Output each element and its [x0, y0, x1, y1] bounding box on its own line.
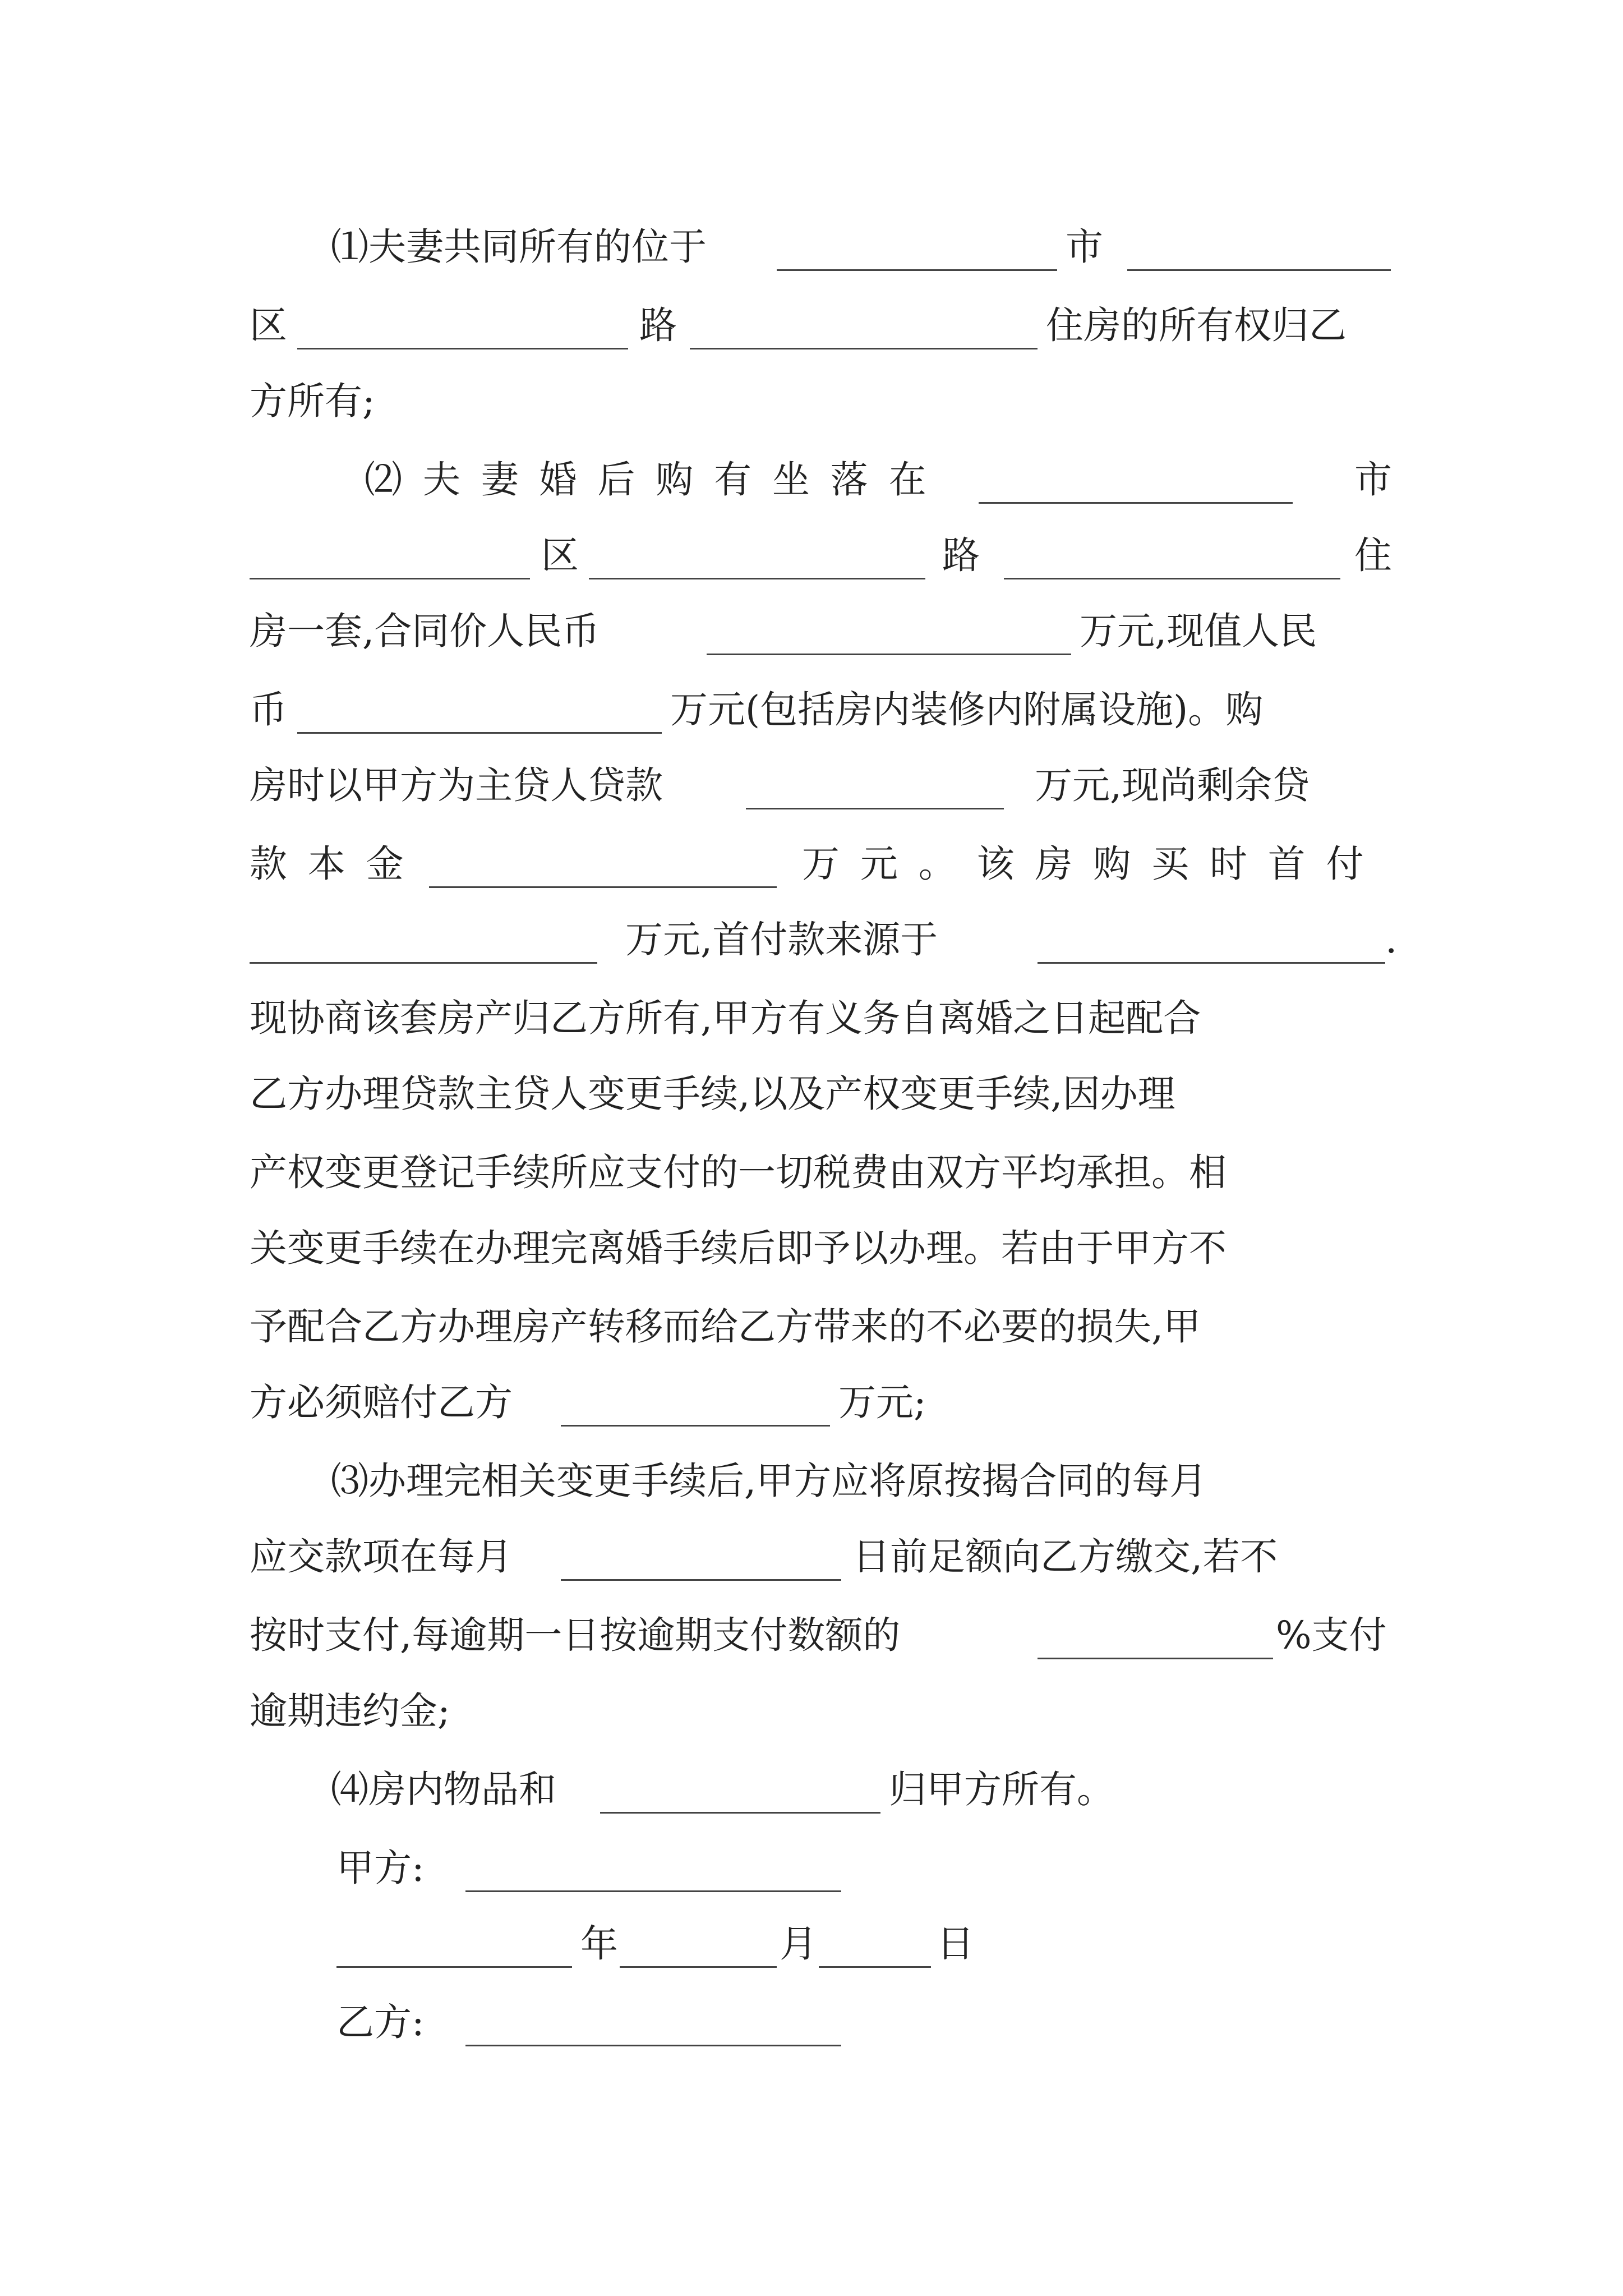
clause2-body-line2: [0, 1055, 1623, 1133]
clause2-line7: [0, 900, 1623, 979]
clause2-compensation-unit: 万元;: [838, 1381, 926, 1424]
clause2-city: 市: [1354, 458, 1392, 501]
clause3-line4: [0, 1672, 1623, 1750]
clause1-line2: [0, 286, 1623, 365]
clause2-compensation-blank: [561, 1425, 830, 1427]
clause2-principal-blank: [429, 886, 777, 888]
clause2-city-blank: [250, 578, 530, 579]
clause2-down-payment-blank: [250, 962, 597, 964]
clause1-label: ⑴夫妻共同所有的位于: [331, 225, 707, 269]
clause2-currency: 币: [250, 688, 287, 731]
party-b-signature-blank: [465, 2045, 841, 2046]
clause2-district: 区: [541, 533, 579, 577]
clause2-road-blank: [1004, 578, 1340, 579]
clause2-down-payment: 万元,首付款来源于: [625, 918, 938, 961]
clause2-body-line1: [0, 979, 1623, 1057]
clause3-line3: [0, 1596, 1623, 1674]
clause2-residence-char: 住: [1354, 533, 1392, 577]
month-label: 月: [780, 1922, 817, 1966]
clause2-road: 路: [942, 533, 980, 577]
clause2-body-text: 关变更手续在办理完离婚手续后即予以办理。若由于甲方不: [250, 1226, 1227, 1270]
clause1-district: 区: [250, 303, 287, 347]
clause2-label: ⑵夫妻婚后购有坐落在: [365, 458, 947, 501]
clause2-loan-intro: 房时以甲方为主贷人贷款: [250, 763, 663, 807]
clause2-loan-blank: [746, 808, 1004, 809]
clause4-line: [0, 1750, 1623, 1829]
clause2-body-text: 予配合乙方办理房产转移而给乙方带来的不必要的损失,甲: [250, 1305, 1201, 1349]
clause2-house-contract: 房一套,合同价人民币: [250, 609, 600, 653]
clause2-compensation-line: [0, 1363, 1623, 1442]
day-label: 日: [937, 1922, 974, 1966]
clause1-ownership-tail: 住房的所有权归乙: [1046, 303, 1347, 347]
party-a-label: 甲方:: [336, 1846, 425, 1890]
date-line: [0, 1904, 1623, 1983]
clause2-source-blank: [1038, 962, 1385, 964]
clause3-day-blank: [561, 1579, 841, 1581]
clause3-line2-tail: 日前足额向乙方缴交,若不: [852, 1535, 1278, 1579]
clause2-line3: [0, 592, 1623, 670]
clause3-line4-text: 逾期违约金;: [250, 1689, 450, 1733]
clause2-principal-tail: 万元。该房购买时首付: [802, 842, 1385, 886]
clause3-line3-tail: %支付: [1276, 1613, 1387, 1657]
clause1-ownership-end: 方所有;: [250, 379, 375, 423]
clause1-city-blank: [1127, 269, 1391, 271]
clause2-line2: [0, 516, 1623, 595]
clause2-principal-label: 款本金: [250, 842, 425, 886]
clause4-tail: 归甲方所有。: [889, 1768, 1114, 1811]
clause2-body-text: 乙方办理贷款主贷人变更手续,以及产权变更手续,因办理: [250, 1072, 1175, 1116]
clause2-line5: [0, 746, 1623, 825]
clause2-body-text: 产权变更登记手续所应支付的一切税费由双方平均承担。相: [250, 1151, 1227, 1194]
party-b-label: 乙方:: [336, 2000, 425, 2044]
clause2-compensation: 方必须赔付乙方: [250, 1381, 513, 1424]
clause2-current-value: 万元,现值人民: [1080, 609, 1317, 653]
year-blank: [336, 1966, 572, 1968]
clause2-body-line5: [0, 1287, 1623, 1366]
clause2-body-text: 现协商该套房产归乙方所有,甲方有义务自离婚之日起配合: [250, 996, 1201, 1040]
clause4-head: ⑷房内物品和: [331, 1768, 556, 1811]
clause2-district-blank: [589, 578, 925, 579]
clause3-line1: [0, 1442, 1623, 1520]
clause4-items-blank: [600, 1812, 880, 1814]
clause1-line3: [0, 362, 1623, 440]
clause2-current-value-blank: [297, 732, 662, 734]
clause2-line4: [0, 670, 1623, 749]
party-a-signature-blank: [465, 1890, 841, 1892]
party-a-line: [0, 1829, 1623, 1907]
clause3-percent-blank: [1038, 1658, 1273, 1659]
clause2-location-blank: [979, 502, 1293, 504]
clause2-body-line4: [0, 1209, 1623, 1287]
clause1-line1: [0, 208, 1623, 286]
clause2-contract-price-blank: [707, 654, 1071, 655]
clause1-location-blank: [777, 269, 1057, 271]
year-label: 年: [580, 1922, 618, 1966]
clause2-loan-remaining: 万元,现尚剩余贷: [1035, 763, 1310, 807]
clause2-line6: [0, 825, 1623, 903]
clause2-body-line3: [0, 1133, 1623, 1212]
day-blank: [819, 1966, 931, 1968]
party-b-line: [0, 1983, 1623, 2062]
clause3-line2-head: 应交款项在每月: [250, 1535, 513, 1579]
clause3-text: ⑶办理完相关变更手续后,甲方应将原按揭合同的每月: [331, 1459, 1207, 1503]
clause1-district-blank: [297, 348, 628, 349]
clause3-line2: [0, 1517, 1623, 1596]
clause2-include-fixtures: 万元(包括房内装修内附属设施)。购: [670, 688, 1264, 731]
clause2-line1: [0, 440, 1623, 519]
clause3-line3-head: 按时支付,每逾期一日按逾期支付数额的: [250, 1613, 901, 1657]
month-blank: [620, 1966, 777, 1968]
clause1-road: 路: [639, 303, 677, 347]
clause1-city: 市: [1066, 225, 1103, 269]
clause1-road-blank: [690, 348, 1038, 349]
clause2-period: .: [1385, 918, 1398, 961]
